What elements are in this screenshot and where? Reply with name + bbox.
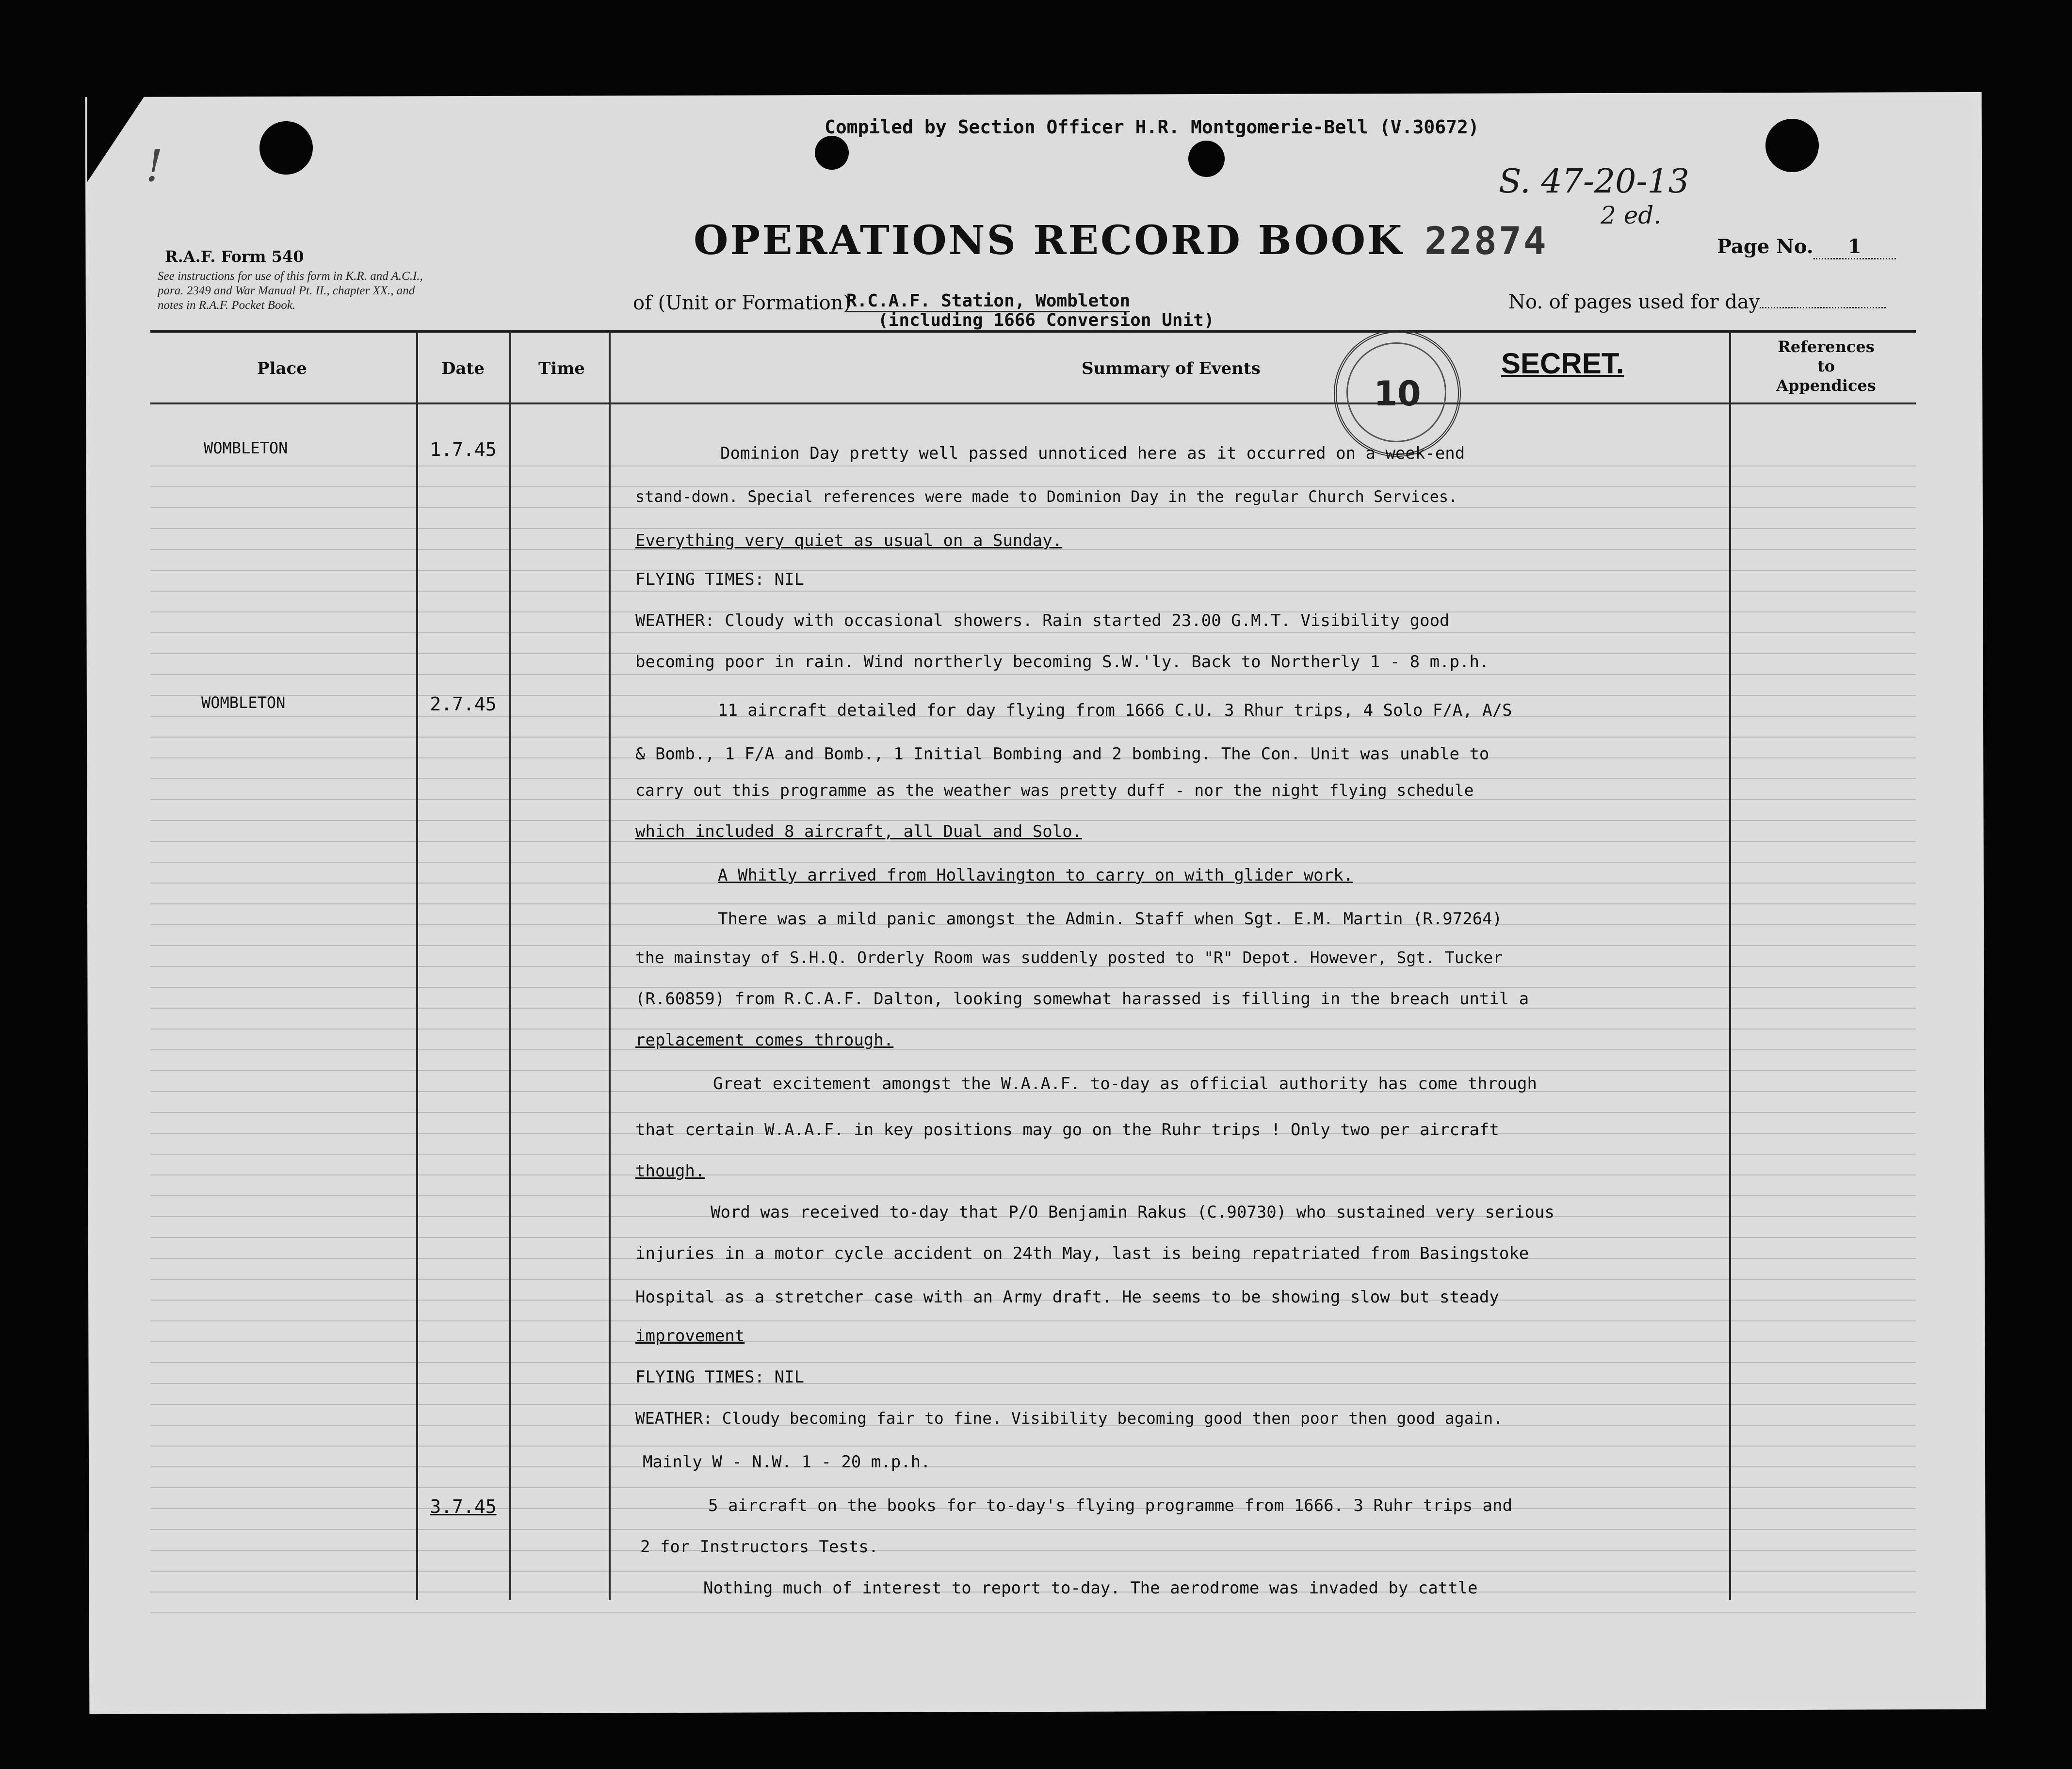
summary-line: 2 for Instructors Tests.	[640, 1537, 879, 1557]
summary-line: carry out this programme as the weather was pretty duff - nor the night flying schedule	[635, 781, 1474, 800]
summary-line: Hospital as a stretcher case with an Army draft. He seems to be showing slow but steady	[635, 1287, 1499, 1307]
pages-used-text: No. of pages used for day	[1508, 291, 1760, 313]
ruled-line	[150, 1320, 1916, 1321]
page-label: Page No.	[1717, 235, 1813, 258]
unit-label: of (Unit or Formation)	[633, 292, 851, 314]
summary-line: the mainstay of S.H.Q. Orderly Room was suddenly posted to "R" Depot. However, Sgt. Tucker	[635, 948, 1503, 967]
form-instruction-line: notes in R.A.F. Pocket Book.	[158, 299, 296, 312]
col-header-references	[1746, 337, 1906, 395]
pages-used-label	[1508, 291, 1886, 313]
punch-hole-mid-right	[1188, 141, 1225, 177]
ruled-line	[150, 1529, 1916, 1530]
summary-line: Mainly W - N.W. 1 - 20 m.p.h.	[643, 1452, 931, 1472]
ruled-line	[150, 1362, 1916, 1363]
col-header-date: Date	[441, 359, 485, 378]
ruled-line	[150, 570, 1916, 571]
col-line-date-time	[509, 330, 511, 1600]
col-header-summary: Summary of Events	[1082, 359, 1261, 378]
summary-line: Everything very quiet as usual on a Sunday.	[635, 531, 1063, 550]
summary-line: which included 8 aircraft, all Dual and Solo.	[635, 822, 1083, 841]
summary-line: Nothing much of interest to report to-day. The aerodrome was invaded by cattle	[703, 1578, 1478, 1598]
handwritten-reference: S. 47-20-13	[1499, 162, 1689, 201]
ruled-line	[150, 903, 1916, 904]
ruled-line	[150, 674, 1916, 675]
col-line-time-summary	[609, 330, 611, 1600]
ruled-line	[150, 507, 1916, 508]
ruled-line	[150, 1487, 1916, 1488]
ruled-line	[150, 987, 1916, 988]
references-line: to	[1817, 357, 1835, 375]
page-number-value: 1	[1813, 235, 1896, 259]
ruled-line	[150, 862, 1916, 863]
summary-line: injuries in a motor cycle accident on 24th May, last is being repatriated from Basingstoke	[635, 1244, 1529, 1263]
summary-line: (R.60859) from R.C.A.F. Dalton, looking somewhat harassed is filling in the breach until a	[635, 989, 1529, 1009]
summary-line: 5 aircraft on the books for to-day's flying programme from 1666. 3 Ruhr trips and	[708, 1496, 1513, 1515]
entry-date: 3.7.45	[430, 1496, 497, 1517]
punch-hole-left	[259, 121, 313, 175]
margin-mark: !	[146, 141, 163, 192]
ruled-line	[150, 1341, 1916, 1342]
stamp-number: 10	[1374, 374, 1421, 414]
form-instructions	[158, 269, 423, 313]
summary-line: becoming poor in rain. Wind northerly becoming S.W.'ly. Back to Northerly 1 - 8 m.p.h.	[635, 652, 1489, 672]
summary-line: though.	[635, 1161, 705, 1181]
summary-line: Word was received to-day that P/O Benjamin Rakus (C.90730) who sustained very serious	[711, 1203, 1554, 1222]
ruled-line	[150, 528, 1916, 529]
ruled-line	[150, 1174, 1916, 1175]
summary-line: FLYING TIMES: NIL	[635, 570, 804, 589]
punch-hole-right	[1765, 119, 1819, 172]
page-number-field	[1717, 235, 1896, 259]
ruled-line	[150, 1049, 1916, 1050]
title-text: OPERATIONS RECORD BOOK	[694, 217, 1404, 264]
summary-line: & Bomb., 1 F/A and Bomb., 1 Initial Bombing and 2 bombing. The Con. Unit was unable to	[635, 744, 1489, 764]
form-instruction-line: See instructions for use of this form in K.R. and A.C.I.,	[158, 270, 423, 283]
header-bottom-rule	[150, 402, 1916, 404]
entry-date: 1.7.45	[430, 439, 497, 460]
ruled-line	[150, 778, 1916, 779]
ruled-line	[150, 1612, 1916, 1613]
form-instruction-line: para. 2349 and War Manual Pt. II., chapter XX., and	[158, 284, 415, 297]
col-header-place: Place	[257, 359, 307, 378]
col-line-place-date	[416, 330, 418, 1600]
ruled-line	[150, 945, 1916, 946]
summary-line: A Whitly arrived from Hollavington to carry on with glider work.	[718, 866, 1354, 885]
ruled-line	[150, 1571, 1916, 1572]
ruled-line	[150, 1383, 1916, 1384]
ruled-line	[150, 1237, 1916, 1238]
summary-line: improvement	[635, 1326, 745, 1346]
received-stamp	[1334, 330, 1461, 457]
summary-line: FLYING TIMES: NIL	[635, 1367, 804, 1387]
ruled-line	[150, 1154, 1916, 1155]
summary-line: Great excitement amongst the W.A.A.F. to-day as official authority has come through	[713, 1074, 1537, 1094]
ruled-line	[150, 591, 1916, 592]
unit-value-2: (including 1666 Conversion Unit)	[878, 310, 1214, 332]
form-name: R.A.F. Form 540	[165, 247, 304, 266]
ruled-line	[150, 820, 1916, 821]
summary-line: WEATHER: Cloudy with occasional showers. Rain started 23.00 G.M.T. Visibility good	[635, 611, 1450, 630]
ruled-line	[150, 1070, 1916, 1071]
ruled-line	[150, 1195, 1916, 1196]
ruled-line	[150, 1112, 1916, 1113]
entry-place: WOMBLETON	[201, 693, 286, 712]
ruled-line	[150, 1446, 1916, 1447]
secret-label: SECRET.	[1501, 347, 1624, 380]
unit-value: R.C.A.F. Station, Wombleton	[846, 291, 1130, 312]
summary-line: stand-down. Special references were made to Dominion Day in the regular Church Services.	[635, 487, 1458, 506]
ruled-line	[150, 737, 1916, 738]
col-header-time: Time	[538, 359, 585, 378]
summary-line: WEATHER: Cloudy becoming fair to fine. Visibility becoming good then poor then good again.	[635, 1409, 1503, 1428]
punch-hole-mid-left	[815, 136, 849, 170]
folded-corner	[87, 95, 146, 182]
page-title	[694, 217, 1548, 264]
ruled-line	[150, 1404, 1916, 1405]
entry-place: WOMBLETON	[204, 439, 288, 457]
compiled-by: Compiled by Section Officer H.R. Montgomerie-Bell (V.30672)	[825, 116, 1479, 138]
ruled-line	[150, 1466, 1916, 1467]
summary-line: There was a mild panic amongst the Admin. Staff when Sgt. E.M. Martin (R.97264)	[718, 909, 1503, 929]
summary-line: that certain W.A.A.F. in key positions may go on the Ruhr trips ! Only two per aircraft	[635, 1120, 1499, 1140]
summary-line: replacement comes through.	[635, 1030, 894, 1050]
references-line: Appendices	[1776, 376, 1876, 395]
summary-line: 11 aircraft detailed for day flying from 1666 C.U. 3 Rhur trips, 4 Solo F/A, A/S	[718, 701, 1512, 720]
summary-line: Dominion Day pretty well passed unnoticed here as it occurred on a week-end	[720, 444, 1465, 463]
handwritten-reference-2: 2 ed.	[1601, 201, 1662, 229]
ruled-line	[150, 1279, 1916, 1280]
ruled-line	[150, 1550, 1916, 1551]
col-line-summary-refs	[1729, 330, 1731, 1600]
references-line: References	[1778, 338, 1875, 356]
ruled-line	[150, 632, 1916, 633]
ruled-line	[150, 695, 1916, 696]
book-number: 22874	[1424, 220, 1548, 263]
entry-date: 2.7.45	[430, 693, 497, 715]
pages-used-blank	[1760, 307, 1886, 308]
